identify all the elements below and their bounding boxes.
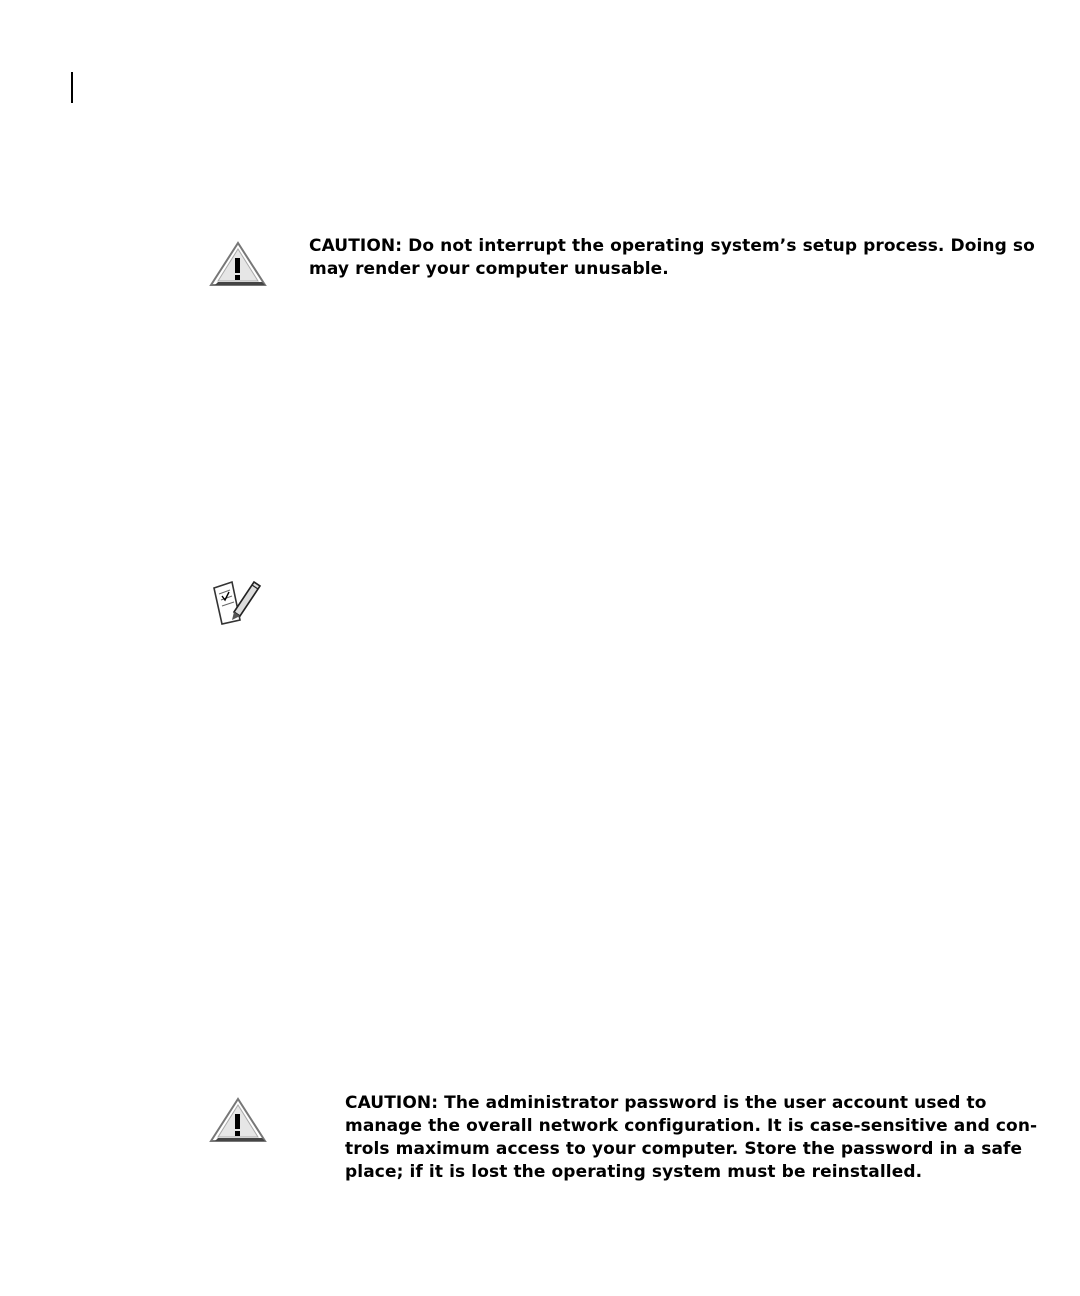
- caution-1-line: may render your computer unusable.: [309, 259, 669, 279]
- note-pencil-icon: [210, 576, 268, 626]
- change-bar: [71, 72, 73, 103]
- caution-notice-1: [309, 235, 1035, 281]
- caution-2-line: manage the overall network configuration. It is case-sensitive and con-: [345, 1116, 1038, 1136]
- caution-2-line: CAUTION: The administrator password is the user account used to: [345, 1093, 987, 1113]
- caution-2-line: trols maximum access to your computer. Store the password in a safe: [345, 1139, 1023, 1159]
- caution-triangle-icon: [208, 240, 268, 288]
- caution-notice-2: [345, 1092, 1038, 1184]
- caution-2-line: place; if it is lost the operating system must be reinstalled.: [345, 1162, 923, 1182]
- caution-triangle-icon: [208, 1096, 268, 1144]
- caution-1-line: CAUTION: Do not interrupt the operating system’s setup process. Doing so: [309, 236, 1035, 256]
